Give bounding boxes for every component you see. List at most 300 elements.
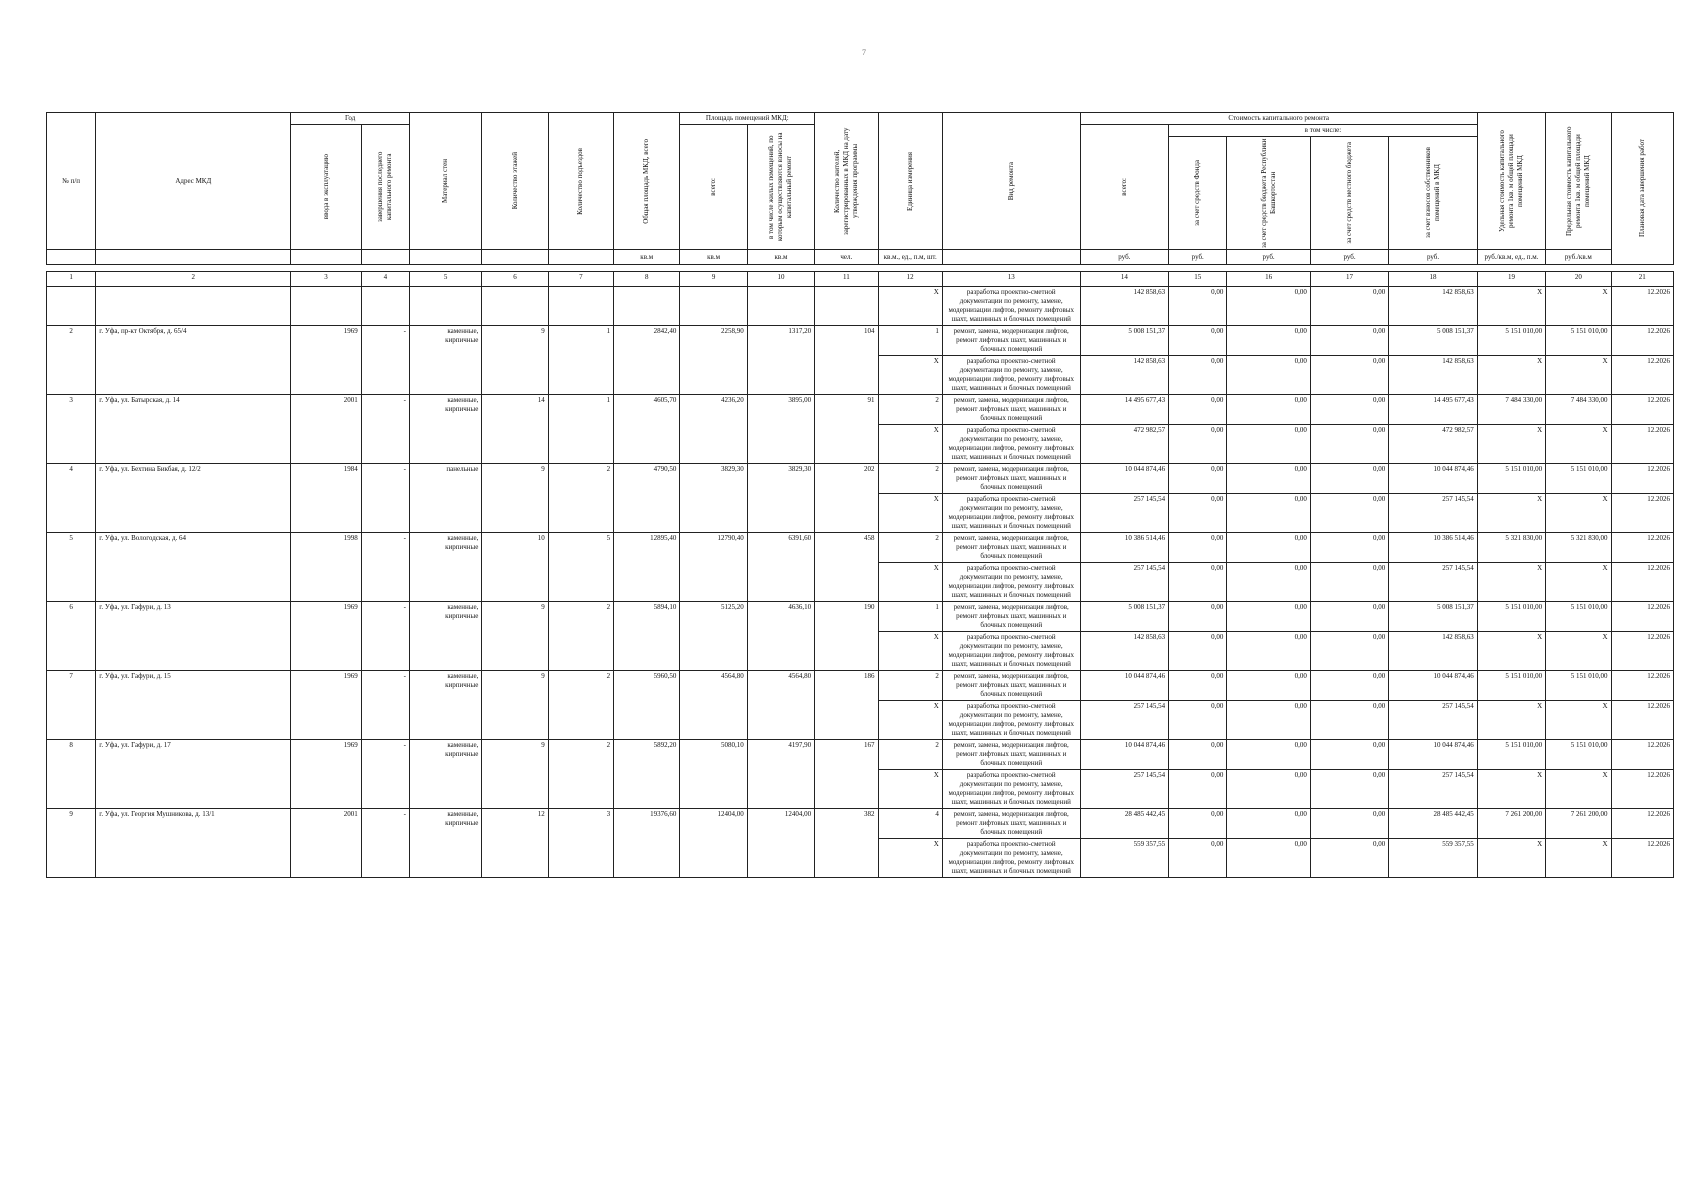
total-area: 5894,10 (614, 602, 680, 671)
unit-cost-owners: руб. (1389, 250, 1478, 265)
year-last-repair: - (361, 602, 409, 671)
floors-count: 9 (482, 671, 548, 740)
year-last-repair: - (361, 809, 409, 878)
area-all: 2258,90 (680, 326, 747, 395)
building-num: 8 (47, 740, 96, 809)
total-area: 5960,50 (614, 671, 680, 740)
psd-cost-local: 0,00 (1310, 425, 1388, 464)
area-all: 4564,80 (680, 671, 747, 740)
unit-cost-local: руб. (1310, 250, 1388, 265)
header-area-group: Площадь помещений МКД: (680, 113, 815, 125)
column-number: 18 (1389, 272, 1478, 287)
lift-cost-owners: 10 044 874,46 (1389, 671, 1478, 701)
header-wall: Материал стен (441, 159, 450, 203)
psd-cost-fund: 0,00 (1169, 632, 1227, 671)
lift-max-cost: 7 484 330,00 (1546, 395, 1611, 425)
lift-work-type: ремонт, замена, модернизация лифтов, ремонт лифтовых шахт, машинных и блочных помещений (942, 740, 1080, 770)
residents-count: 91 (815, 395, 878, 464)
building-row (47, 740, 1674, 770)
area-all: 4236,20 (680, 395, 747, 464)
psd-unit-cost: X (1477, 425, 1545, 464)
psd-max-cost: X (1546, 425, 1611, 464)
area-all: 12790,40 (680, 533, 747, 602)
floors-count: 14 (482, 395, 548, 464)
psd-max-cost: X (1546, 494, 1611, 533)
wall-material: каменные, кирпичные (409, 671, 481, 740)
building-num: 2 (47, 326, 96, 395)
page-number: 7 (862, 48, 866, 57)
column-number: 6 (482, 272, 548, 287)
header-year-built: ввода в эксплуатацию (321, 154, 330, 220)
psd-work-type: разработка проектно-сметной документации по ремонту, замене, модернизации лифтов, ремонту лифтовых шахт, машинных и блочных помещений (942, 494, 1080, 533)
lift-work-type: ремонт, замена, модернизация лифтов, ремонт лифтовых шахт, машинных и блочных помещений (942, 809, 1080, 839)
column-number: 3 (291, 272, 361, 287)
row-owners: 142 858,63 (1389, 287, 1478, 326)
psd-cost-owners: 257 145,54 (1389, 494, 1478, 533)
entrances-count: 2 (548, 464, 613, 533)
lift-work-unit: 2 (878, 464, 942, 494)
area-residential: 3895,00 (747, 395, 814, 464)
lift-work-type: ремонт, замена, модернизация лифтов, ремонт лифтовых шахт, машинных и блочных помещений (942, 326, 1080, 356)
lift-work-unit: 1 (878, 602, 942, 632)
unit-total-area: кв.м (614, 250, 680, 265)
floors-count: 9 (482, 602, 548, 671)
building-row (47, 395, 1674, 425)
building-row (47, 326, 1674, 356)
psd-cost-fund: 0,00 (1169, 494, 1227, 533)
building-num: 6 (47, 602, 96, 671)
psd-cost-fund: 0,00 (1169, 701, 1227, 740)
area-all: 12404,00 (680, 809, 747, 878)
building-address: г. Уфа, ул. Гафури, д. 13 (96, 602, 291, 671)
psd-cost-fund: 0,00 (1169, 356, 1227, 395)
header-unit: Единица измерения (905, 151, 914, 211)
building-num: 3 (47, 395, 96, 464)
entrances-count: 3 (548, 809, 613, 878)
psd-cost-total: 559 357,55 (1080, 839, 1168, 878)
lift-cost-owners: 5 008 151,37 (1389, 602, 1478, 632)
entrances-count: 5 (548, 533, 613, 602)
row-rb: 0,00 (1227, 287, 1310, 326)
lift-cost-owners: 5 008 151,37 (1389, 326, 1478, 356)
column-number: 7 (548, 272, 613, 287)
lift-cost-rb: 0,00 (1227, 464, 1310, 494)
header-max-cost: Предельная стоимость капитального ремонта 1кв. м общей площади помещений МКД (1564, 126, 1591, 236)
psd-cost-local: 0,00 (1310, 701, 1388, 740)
psd-work-unit: X (878, 701, 942, 740)
psd-unit-cost: X (1477, 632, 1545, 671)
building-row (47, 809, 1674, 839)
building-address: г. Уфа, ул. Вологодская, д. 64 (96, 533, 291, 602)
header-row-1 (47, 113, 1674, 125)
lift-unit-cost: 5 151 010,00 (1477, 326, 1545, 356)
psd-cost-owners: 257 145,54 (1389, 701, 1478, 740)
lift-work-type: ремонт, замена, модернизация лифтов, ремонт лифтовых шахт, машинных и блочных помещений (942, 533, 1080, 563)
header-cost-group: Стоимость капитального ремонта (1080, 113, 1477, 125)
lift-work-unit: 2 (878, 671, 942, 701)
entrances-count: 2 (548, 740, 613, 809)
lift-cost-rb: 0,00 (1227, 740, 1310, 770)
row-local: 0,00 (1310, 287, 1388, 326)
psd-work-unit: X (878, 494, 942, 533)
column-number: 21 (1611, 272, 1674, 287)
wall-material: панельные (409, 464, 481, 533)
psd-cost-rb: 0,00 (1227, 701, 1310, 740)
psd-work-type: разработка проектно-сметной документации по ремонту, замене, модернизации лифтов, ремонту лифтовых шахт, машинных и блочных помещений (942, 356, 1080, 395)
psd-cost-owners: 142 858,63 (1389, 356, 1478, 395)
psd-max-cost: X (1546, 632, 1611, 671)
lift-cost-local: 0,00 (1310, 809, 1388, 839)
column-number: 16 (1227, 272, 1310, 287)
building-address: г. Уфа, ул. Гафури, д. 17 (96, 740, 291, 809)
lift-work-unit: 2 (878, 740, 942, 770)
psd-work-unit: X (878, 770, 942, 809)
lift-unit-cost: 7 261 200,00 (1477, 809, 1545, 839)
psd-work-unit: X (878, 425, 942, 464)
lift-max-cost: 7 261 200,00 (1546, 809, 1611, 839)
lift-planned-date: 12.2026 (1611, 533, 1674, 563)
residents-count: 104 (815, 326, 878, 395)
building-num: 4 (47, 464, 96, 533)
building-num: 9 (47, 809, 96, 878)
unit-residents: чел. (815, 250, 878, 265)
residents-count: 167 (815, 740, 878, 809)
building-address: г. Уфа, пр-кт Октября, д. 65/4 (96, 326, 291, 395)
psd-cost-local: 0,00 (1310, 494, 1388, 533)
header-planned-date: Плановая дата завершения работ (1637, 139, 1646, 238)
residents-count: 190 (815, 602, 878, 671)
psd-cost-total: 257 145,54 (1080, 563, 1168, 602)
column-number: 15 (1169, 272, 1227, 287)
lift-work-unit: 4 (878, 809, 942, 839)
repair-program-table (46, 112, 1674, 878)
lift-work-unit: 1 (878, 326, 942, 356)
psd-cost-local: 0,00 (1310, 356, 1388, 395)
psd-cost-owners: 142 858,63 (1389, 632, 1478, 671)
lift-cost-fund: 0,00 (1169, 533, 1227, 563)
residents-count: 202 (815, 464, 878, 533)
psd-max-cost: X (1546, 839, 1611, 878)
header-cost-local: за счет средств местного бюджета (1345, 142, 1354, 244)
header-cost-fund: за счет средств Фонда (1193, 160, 1202, 226)
area-residential: 4564,80 (747, 671, 814, 740)
unit-max-cost: руб./кв.м (1546, 250, 1611, 265)
lift-max-cost: 5 321 830,00 (1546, 533, 1611, 563)
table-row (47, 287, 1674, 326)
lift-cost-fund: 0,00 (1169, 671, 1227, 701)
unit-area-res: кв.м (747, 250, 814, 265)
psd-work-type: разработка проектно-сметной документации по ремонту, замене, модернизации лифтов, ремонту лифтовых шахт, машинных и блочных помещений (942, 839, 1080, 878)
lift-max-cost: 5 151 010,00 (1546, 671, 1611, 701)
psd-work-type: разработка проектно-сметной документации по ремонту, замене, модернизации лифтов, ремонту лифтовых шахт, машинных и блочных помещений (942, 770, 1080, 809)
lift-max-cost: 5 151 010,00 (1546, 602, 1611, 632)
building-num: 7 (47, 671, 96, 740)
lift-cost-owners: 28 485 442,45 (1389, 809, 1478, 839)
year-last-repair: - (361, 464, 409, 533)
year-last-repair: - (361, 533, 409, 602)
building-address: г. Уфа, ул. Батырская, д. 14 (96, 395, 291, 464)
lift-cost-rb: 0,00 (1227, 809, 1310, 839)
psd-max-cost: X (1546, 356, 1611, 395)
area-all: 5080,10 (680, 740, 747, 809)
lift-cost-local: 0,00 (1310, 326, 1388, 356)
psd-cost-rb: 0,00 (1227, 563, 1310, 602)
area-all: 5125,20 (680, 602, 747, 671)
psd-cost-rb: 0,00 (1227, 632, 1310, 671)
lift-planned-date: 12.2026 (1611, 740, 1674, 770)
header-total-area: Общая площадь МКД, всего (642, 138, 651, 224)
lift-cost-total: 10 044 874,46 (1080, 671, 1168, 701)
row-max-cost: X (1546, 287, 1611, 326)
floors-count: 9 (482, 740, 548, 809)
header-work-type: Вид ремонта (1006, 161, 1015, 201)
psd-work-type: разработка проектно-сметной документации по ремонту, замене, модернизации лифтов, ремонту лифтовых шахт, машинных и блочных помещений (942, 563, 1080, 602)
header-unit-cost: Удельная стоимость капитального ремонта 1кв. м общей площади помещений МКД (1497, 130, 1524, 232)
psd-unit-cost: X (1477, 770, 1545, 809)
lift-unit-cost: 5 151 010,00 (1477, 740, 1545, 770)
wall-material: каменные, кирпичные (409, 809, 481, 878)
lift-cost-rb: 0,00 (1227, 326, 1310, 356)
column-number: 13 (942, 272, 1080, 287)
psd-cost-local: 0,00 (1310, 563, 1388, 602)
header-num: № п/п (47, 113, 96, 250)
lift-work-type: ремонт, замена, модернизация лифтов, ремонт лифтовых шахт, машинных и блочных помещений (942, 395, 1080, 425)
psd-max-cost: X (1546, 563, 1611, 602)
building-address: г. Уфа, ул. Георгия Мушникова, д. 13/1 (96, 809, 291, 878)
lift-cost-total: 5 008 151,37 (1080, 602, 1168, 632)
psd-planned-date: 12.2026 (1611, 356, 1674, 395)
lift-cost-total: 10 044 874,46 (1080, 464, 1168, 494)
lift-unit-cost: 7 484 330,00 (1477, 395, 1545, 425)
psd-planned-date: 12.2026 (1611, 494, 1674, 533)
psd-planned-date: 12.2026 (1611, 632, 1674, 671)
building-address: г. Уфа, ул. Гафури, д. 15 (96, 671, 291, 740)
header-area-residents: в том числе жилых помещений, по которым осуществляются взносы на капитальный ремонт (767, 132, 794, 242)
lift-work-type: ремонт, замена, модернизация лифтов, ремонт лифтовых шахт, машинных и блочных помещений (942, 464, 1080, 494)
building-row (47, 464, 1674, 494)
lift-cost-rb: 0,00 (1227, 671, 1310, 701)
unit-unit-cost: руб./кв.м, ед., п.м. (1477, 250, 1545, 265)
header-cost-total: всего: (1119, 178, 1128, 196)
psd-cost-total: 142 858,63 (1080, 356, 1168, 395)
psd-cost-local: 0,00 (1310, 770, 1388, 809)
row-total: 142 858,63 (1080, 287, 1168, 326)
psd-unit-cost: X (1477, 494, 1545, 533)
year-last-repair: - (361, 326, 409, 395)
psd-work-type: разработка проектно-сметной документации по ремонту, замене, модернизации лифтов, ремонту лифтовых шахт, машинных и блочных помещений (942, 632, 1080, 671)
psd-unit-cost: X (1477, 701, 1545, 740)
lift-cost-fund: 0,00 (1169, 326, 1227, 356)
row-fund: 0,00 (1169, 287, 1227, 326)
header-cost-rb: за счет средств бюджета Республики Башкортостан (1259, 138, 1277, 248)
column-number: 17 (1310, 272, 1388, 287)
year-last-repair: - (361, 671, 409, 740)
psd-cost-fund: 0,00 (1169, 839, 1227, 878)
psd-cost-owners: 559 357,55 (1389, 839, 1478, 878)
psd-planned-date: 12.2026 (1611, 425, 1674, 464)
entrances-count: 2 (548, 671, 613, 740)
lift-cost-local: 0,00 (1310, 464, 1388, 494)
lift-cost-rb: 0,00 (1227, 395, 1310, 425)
lift-planned-date: 12.2026 (1611, 464, 1674, 494)
psd-cost-fund: 0,00 (1169, 563, 1227, 602)
psd-cost-rb: 0,00 (1227, 356, 1310, 395)
header-floors: Количество этажей (510, 152, 519, 210)
wall-material: каменные, кирпичные (409, 740, 481, 809)
floors-count: 10 (482, 533, 548, 602)
column-numbers-row (47, 272, 1674, 287)
lift-cost-fund: 0,00 (1169, 464, 1227, 494)
column-number: 9 (680, 272, 747, 287)
lift-cost-local: 0,00 (1310, 602, 1388, 632)
area-residential: 6391,60 (747, 533, 814, 602)
year-last-repair: - (361, 740, 409, 809)
lift-cost-owners: 10 386 514,46 (1389, 533, 1478, 563)
psd-cost-fund: 0,00 (1169, 770, 1227, 809)
floors-count: 12 (482, 809, 548, 878)
lift-cost-local: 0,00 (1310, 671, 1388, 701)
psd-work-unit: X (878, 563, 942, 602)
psd-planned-date: 12.2026 (1611, 701, 1674, 740)
header-cost-owners: за счет взносов собственников помещений в МКД (1424, 147, 1442, 239)
lift-cost-owners: 10 044 874,46 (1389, 740, 1478, 770)
psd-cost-fund: 0,00 (1169, 425, 1227, 464)
lift-cost-total: 28 485 442,45 (1080, 809, 1168, 839)
psd-cost-total: 257 145,54 (1080, 494, 1168, 533)
column-number: 8 (614, 272, 680, 287)
lift-cost-total: 5 008 151,37 (1080, 326, 1168, 356)
psd-max-cost: X (1546, 770, 1611, 809)
psd-cost-local: 0,00 (1310, 632, 1388, 671)
header-incl: в том числе: (1169, 125, 1478, 137)
unit-cost-total: руб. (1080, 250, 1168, 265)
units-row (47, 250, 1674, 265)
wall-material: каменные, кирпичные (409, 602, 481, 671)
lift-work-unit: 2 (878, 533, 942, 563)
total-area: 12895,40 (614, 533, 680, 602)
lift-max-cost: 5 151 010,00 (1546, 326, 1611, 356)
header-address: Адрес МКД (96, 113, 291, 250)
lift-cost-total: 14 495 677,43 (1080, 395, 1168, 425)
psd-cost-rb: 0,00 (1227, 839, 1310, 878)
row-unit: X (878, 287, 942, 326)
area-residential: 1317,20 (747, 326, 814, 395)
header-residents: Количество жителей, зарегистрированных в МКД на дату утверждения программы (832, 127, 859, 235)
unit-cost-rb: руб. (1227, 250, 1310, 265)
lift-cost-local: 0,00 (1310, 533, 1388, 563)
psd-cost-total: 142 858,63 (1080, 632, 1168, 671)
psd-unit-cost: X (1477, 356, 1545, 395)
psd-cost-owners: 472 982,57 (1389, 425, 1478, 464)
column-number: 5 (409, 272, 481, 287)
lift-max-cost: 5 151 010,00 (1546, 464, 1611, 494)
year-built: 2001 (291, 809, 361, 878)
psd-cost-total: 257 145,54 (1080, 770, 1168, 809)
row-date: 12.2026 (1611, 287, 1674, 326)
psd-cost-rb: 0,00 (1227, 494, 1310, 533)
column-number: 12 (878, 272, 942, 287)
building-num: 5 (47, 533, 96, 602)
residents-count: 382 (815, 809, 878, 878)
total-area: 4790,50 (614, 464, 680, 533)
year-built: 1969 (291, 671, 361, 740)
residents-count: 458 (815, 533, 878, 602)
psd-cost-rb: 0,00 (1227, 770, 1310, 809)
psd-work-type: разработка проектно-сметной документации по ремонту, замене, модернизации лифтов, ремонту лифтовых шахт, машинных и блочных помещений (942, 701, 1080, 740)
building-row (47, 602, 1674, 632)
psd-unit-cost: X (1477, 839, 1545, 878)
lift-cost-owners: 10 044 874,46 (1389, 464, 1478, 494)
year-built: 1984 (291, 464, 361, 533)
total-area: 2842,40 (614, 326, 680, 395)
year-built: 1998 (291, 533, 361, 602)
column-number: 10 (747, 272, 814, 287)
psd-planned-date: 12.2026 (1611, 563, 1674, 602)
lift-cost-fund: 0,00 (1169, 602, 1227, 632)
unit-cost-fund: руб. (1169, 250, 1227, 265)
lift-unit-cost: 5 321 830,00 (1477, 533, 1545, 563)
psd-cost-rb: 0,00 (1227, 425, 1310, 464)
total-area: 19376,60 (614, 809, 680, 878)
lift-planned-date: 12.2026 (1611, 671, 1674, 701)
header-area-all: всего: (709, 178, 718, 196)
psd-planned-date: 12.2026 (1611, 770, 1674, 809)
residents-count: 186 (815, 671, 878, 740)
psd-cost-owners: 257 145,54 (1389, 770, 1478, 809)
wall-material: каменные, кирпичные (409, 326, 481, 395)
lift-cost-rb: 0,00 (1227, 602, 1310, 632)
psd-work-unit: X (878, 356, 942, 395)
lift-cost-fund: 0,00 (1169, 809, 1227, 839)
wall-material: каменные, кирпичные (409, 533, 481, 602)
total-area: 4605,70 (614, 395, 680, 464)
column-number: 1 (47, 272, 96, 287)
psd-cost-owners: 257 145,54 (1389, 563, 1478, 602)
lift-planned-date: 12.2026 (1611, 809, 1674, 839)
header-entrances: Количество подъездов (576, 147, 585, 215)
lift-cost-local: 0,00 (1310, 395, 1388, 425)
lift-work-unit: 2 (878, 395, 942, 425)
building-row (47, 671, 1674, 701)
psd-unit-cost: X (1477, 563, 1545, 602)
psd-work-unit: X (878, 632, 942, 671)
header-year-group: Год (291, 113, 410, 125)
column-number: 20 (1546, 272, 1611, 287)
area-all: 3829,30 (680, 464, 747, 533)
psd-cost-total: 257 145,54 (1080, 701, 1168, 740)
area-residential: 12404,00 (747, 809, 814, 878)
psd-work-unit: X (878, 839, 942, 878)
lift-planned-date: 12.2026 (1611, 395, 1674, 425)
lift-cost-fund: 0,00 (1169, 740, 1227, 770)
column-number: 14 (1080, 272, 1168, 287)
psd-max-cost: X (1546, 701, 1611, 740)
entrances-count: 1 (548, 326, 613, 395)
column-number: 2 (96, 272, 291, 287)
area-residential: 3829,30 (747, 464, 814, 533)
area-residential: 4197,90 (747, 740, 814, 809)
year-built: 1969 (291, 740, 361, 809)
lift-cost-fund: 0,00 (1169, 395, 1227, 425)
lift-cost-total: 10 044 874,46 (1080, 740, 1168, 770)
psd-work-type: разработка проектно-сметной документации по ремонту, замене, модернизации лифтов, ремонту лифтовых шахт, машинных и блочных помещений (942, 425, 1080, 464)
unit-area-all: кв.м (680, 250, 747, 265)
row-work: разработка проектно-сметной документации по ремонту, замене, модернизации лифтов, ремонту лифтовых шахт, машинных и блочных помещений (942, 287, 1080, 326)
psd-planned-date: 12.2026 (1611, 839, 1674, 878)
column-number: 19 (1477, 272, 1545, 287)
building-address: г. Уфа, ул. Бехтина Бикбая, д. 12/2 (96, 464, 291, 533)
row-unit-cost: X (1477, 287, 1545, 326)
